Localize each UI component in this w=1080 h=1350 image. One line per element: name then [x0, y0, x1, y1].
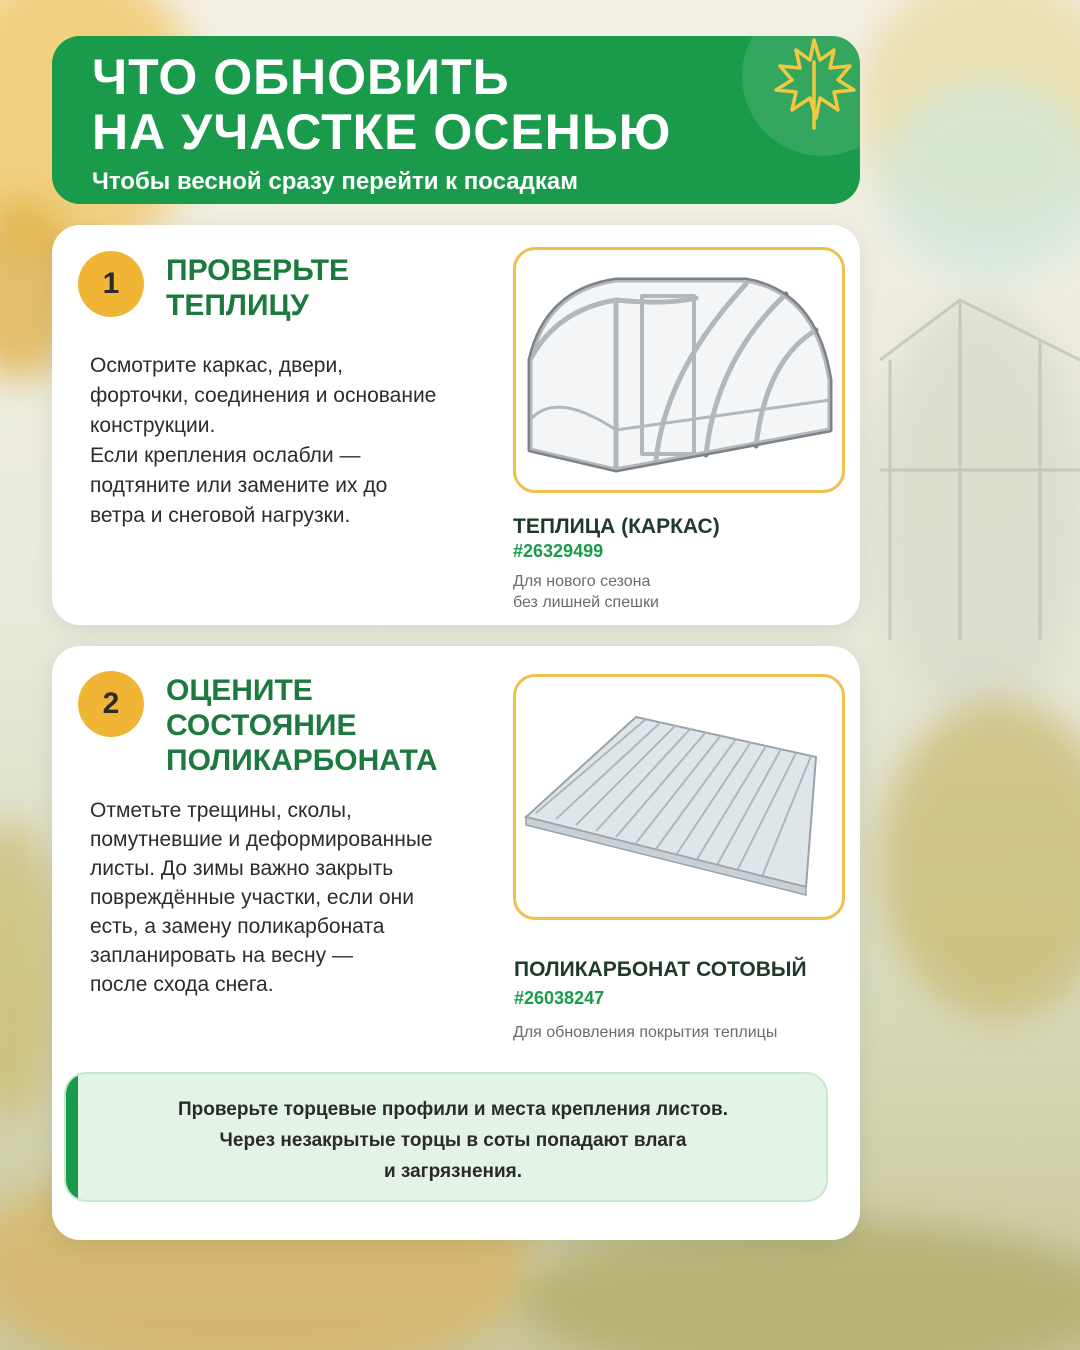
step-title: ОЦЕНИТЕ СОСТОЯНИЕ ПОЛИКАРБОНАТА [166, 674, 438, 777]
step-description: Отметьте трещины, сколы, помутневшие и деформированные листы. До зимы важно закрыть повреждённые участки, если они есть, а замену поликарбоната запланировать на весну — после схода снега. [90, 799, 433, 996]
product-code[interactable]: #26329499 [513, 541, 604, 561]
step-number-badge: 1 [78, 251, 144, 317]
tip-box [64, 1072, 828, 1202]
step-number-badge: 2 [78, 671, 144, 737]
greenhouse-frame-icon [516, 250, 842, 490]
maple-leaf-icon [764, 36, 860, 132]
product-image-frame[interactable] [513, 674, 845, 920]
product-note: Для нового сезона без лишней спешки [513, 573, 659, 611]
product-name: ТЕПЛИЦА (КАРКАС) [513, 515, 720, 538]
product-note: Для обновления покрытия теплицы [513, 1024, 778, 1041]
tip-accent-stripe [66, 1074, 78, 1200]
step-card-1 [52, 225, 860, 625]
step-description: Осмотрите каркас, двери, форточки, соединения и основание конструкции. Если крепления ослабли — подтяните или замените их до ветра и снеговой нагрузки. [90, 354, 437, 527]
page-subtitle: Чтобы весной сразу перейти к посадкам [92, 168, 578, 195]
header-banner [52, 36, 860, 204]
product-name: ПОЛИКАРБОНАТ СОТОВЫЙ [514, 958, 807, 981]
step-title: ПРОВЕРЬТЕ ТЕПЛИЦУ [166, 254, 350, 322]
product-image-frame[interactable] [513, 247, 845, 493]
product-code[interactable]: #26038247 [514, 988, 605, 1008]
page-title: ЧТО ОБНОВИТЬ НА УЧАСТКЕ ОСЕНЬЮ [92, 49, 672, 160]
polycarbonate-sheet-icon [516, 677, 842, 917]
step-card-2 [52, 646, 860, 1240]
tip-text: Проверьте торцевые профили и места крепления листов. Через незакрытые торцы в соты попадают влага и загрязнения. [178, 1099, 728, 1182]
